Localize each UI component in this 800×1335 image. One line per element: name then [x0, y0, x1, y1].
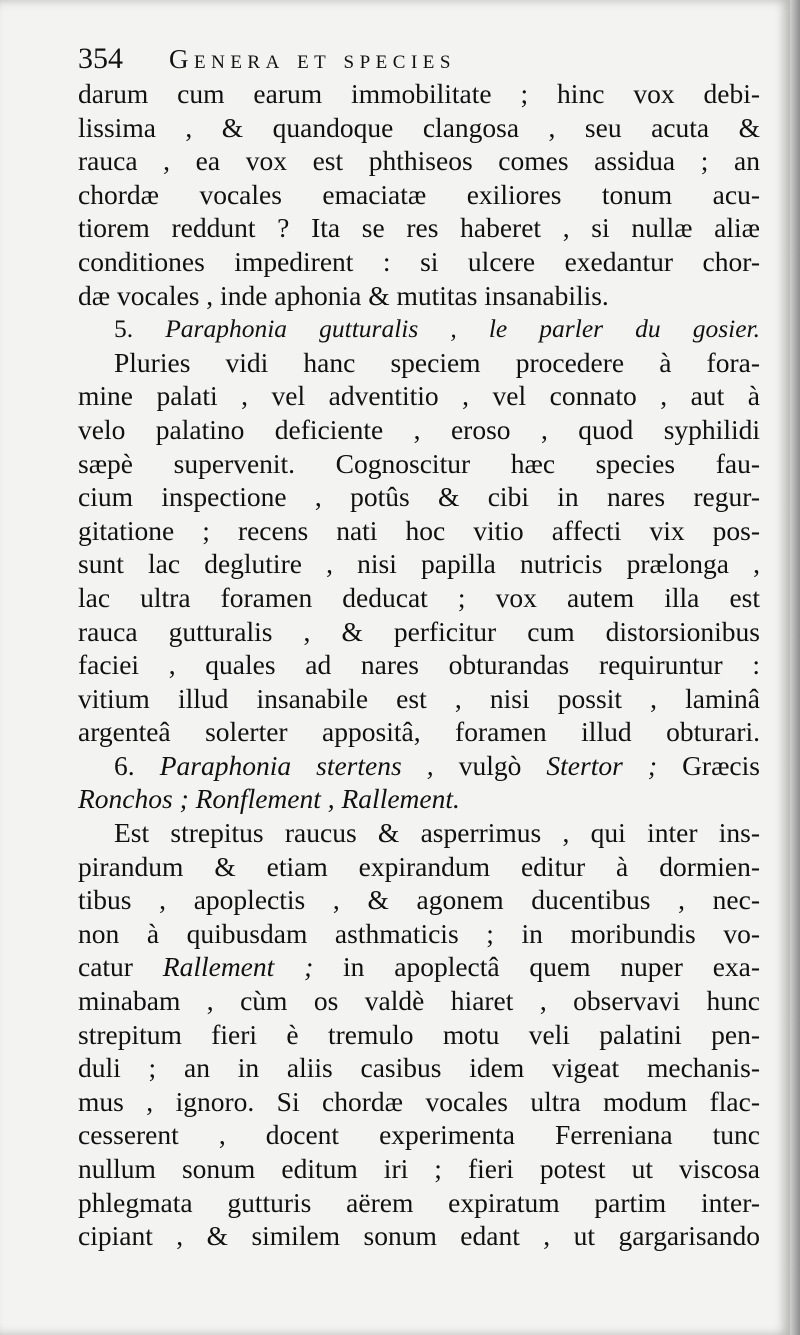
text-line: nullum sonum editum iri ; fieri potest ut viscosa: [78, 1153, 760, 1184]
section-name: Paraphonia stertens ,: [159, 749, 434, 781]
text-line: sunt lac deglutire , nisi papilla nutricis prælonga ,: [78, 548, 760, 580]
text-line: rauca , ea vox est phthiseos comes assidua ; an: [78, 145, 760, 177]
rallement-term: Rallement.: [341, 783, 460, 815]
text-line: pirandum & etiam expirandum editur à dormien-: [78, 850, 760, 882]
text-segment: in apoplectâ quem nuper exa-: [343, 951, 761, 983]
ronchos-term: Ronchos ;: [78, 783, 189, 815]
text-line: cium inspectione , potûs & cibi in nares regur-: [78, 481, 760, 513]
text-segment: catur: [78, 951, 133, 983]
text-line: [78, 950, 760, 984]
text-line: lissima , & quandoque clangosa , seu acuta &: [78, 111, 760, 143]
stertor-term: Stertor ;: [546, 749, 657, 781]
text-line: gitatione ; recens nati hoc vitio affecti vix pos-: [78, 514, 760, 546]
text-line: cipiant , & similem sonum edant , ut gargarisando: [78, 1220, 760, 1252]
running-head: Genera et species: [169, 44, 456, 74]
text-line: rauca gutturalis , & perficitur cum distorsionibus: [78, 615, 760, 647]
text-line: conditiones impedirent : si ulcere exedantur chor-: [78, 245, 760, 277]
page-number: 354: [78, 42, 123, 75]
text-line: mus , ignoro. Si chordæ vocales ultra modum flac-: [78, 1085, 760, 1117]
body-text: [78, 77, 760, 1253]
text-line: darum cum earum immobilitate ; hinc vox debi-: [78, 78, 760, 109]
text-line: Pluries vidi hanc speciem procedere à fora-: [114, 346, 760, 378]
text-line: mine palati , vel adventitio , vel connato , aut à: [78, 380, 760, 412]
page-header: [78, 42, 456, 82]
graecis-word: Græcis: [682, 749, 760, 781]
section-number: 6.: [114, 749, 135, 781]
text-line: lac ultra foramen deducat ; vox autem illa est: [78, 581, 760, 613]
vulgo-word: vulgò: [458, 749, 522, 781]
text-line: faciei , quales ad nares obturandas requiruntur :: [78, 649, 760, 681]
text-line: tiorem reddunt ? Ita se res haberet , si nullæ aliæ: [78, 212, 760, 244]
section-heading-6-continued: [78, 782, 760, 816]
text-line: minabam , cùm os valdè hiaret , observavi hunc: [78, 985, 760, 1017]
text-line: sæpè supervenit. Cognoscitur hæc species fau-: [78, 447, 760, 479]
section-french-name: le parler du gosier.: [488, 314, 761, 344]
text-line: phlegmata gutturis aërem expiratum partim inter-: [78, 1186, 760, 1218]
section-heading-6: [78, 749, 760, 783]
text-line: chordæ vocales emaciatæ exiliores tonum acu-: [78, 178, 760, 210]
ronflement-term: Ronflement ,: [195, 783, 335, 815]
text-line: cesserent , docent experimenta Ferreniana tunc: [78, 1119, 760, 1151]
text-line: dæ vocales , inde aphonia & mutitas insanabilis.: [78, 279, 609, 311]
rallement-term: Rallement ;: [162, 951, 314, 983]
text-line: argenteâ solerter appositâ, foramen illud obturari.: [78, 716, 760, 748]
page-edge: [790, 0, 800, 1335]
text-line: vitium illud insanabile est , nisi possit , laminâ: [78, 682, 760, 714]
text-line: velo palatino deficiente , eroso , quod syphilidi: [78, 413, 760, 445]
text-line: Est strepitus raucus & asperrimus , qui inter ins-: [114, 817, 760, 849]
text-line: duli ; an in aliis casibus idem vigeat mechanis-: [78, 1052, 760, 1084]
text-line: strepitum fieri è tremulo motu veli palatini pen-: [78, 1018, 760, 1050]
section-heading-5: [78, 312, 760, 346]
section-name: Paraphonia gutturalis ,: [165, 314, 457, 344]
text-line: tibus , apoplectis , & agonem ducentibus , nec-: [78, 884, 760, 916]
text-line: non à quibusdam asthmaticis ; in moribundis vo-: [78, 917, 760, 949]
section-number: 5.: [114, 314, 134, 344]
